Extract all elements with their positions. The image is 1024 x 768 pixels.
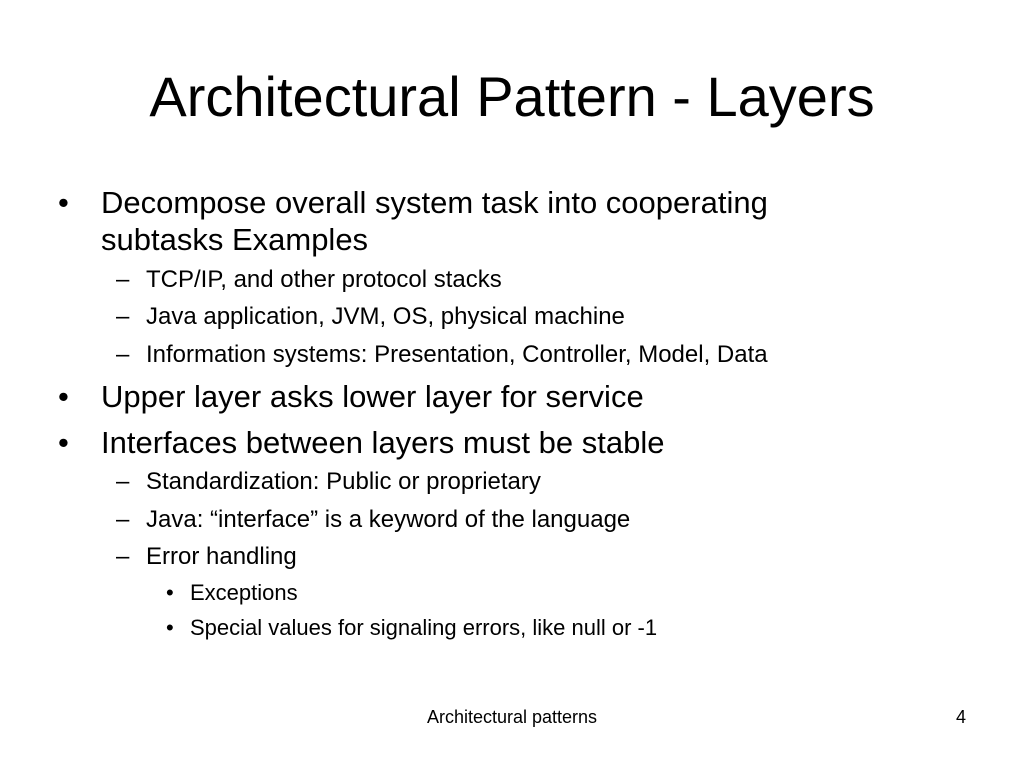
bullet-text: Interfaces between layers must be stable (101, 425, 665, 460)
sub-bullet-marker: – (116, 506, 130, 533)
sub-bullet-marker: – (116, 341, 130, 368)
slide-number: 4 (955, 707, 966, 727)
sub-sub-bullet-text: Special values for signaling errors, like null or -1 (190, 615, 658, 640)
bullet-text-continuation: subtasks Examples (101, 222, 369, 257)
bullet-marker: • (58, 425, 69, 460)
sub-bullet-text: Standardization: Public or proprietary (146, 468, 541, 495)
sub-bullet-text: Information systems: Presentation, Controller, Model, Data (146, 341, 768, 368)
sub-bullet-marker: – (116, 468, 130, 495)
bullet-text: Upper layer asks lower layer for service (101, 379, 644, 414)
bullet-text: Decompose overall system task into cooperating (101, 185, 768, 220)
slide-title: Architectural Pattern - Layers (149, 65, 875, 128)
footer-text: Architectural patterns (426, 707, 598, 727)
sub-bullet-marker: – (116, 543, 130, 570)
sub-bullet-text: Error handling (146, 543, 297, 570)
sub-bullet-text: Java application, JVM, OS, physical machine (146, 303, 625, 330)
sub-sub-bullet-marker: • (166, 580, 174, 605)
sub-sub-bullet-text: Exceptions (190, 580, 298, 605)
bullet-marker: • (58, 379, 69, 414)
sub-bullet-text: TCP/IP, and other protocol stacks (146, 266, 502, 293)
sub-sub-bullet-marker: • (166, 615, 174, 640)
sub-bullet-marker: – (116, 303, 130, 330)
sub-bullet-marker: – (116, 266, 130, 293)
sub-bullet-text: Java: “interface” is a keyword of the language (146, 506, 631, 533)
bullet-marker: • (58, 185, 69, 220)
